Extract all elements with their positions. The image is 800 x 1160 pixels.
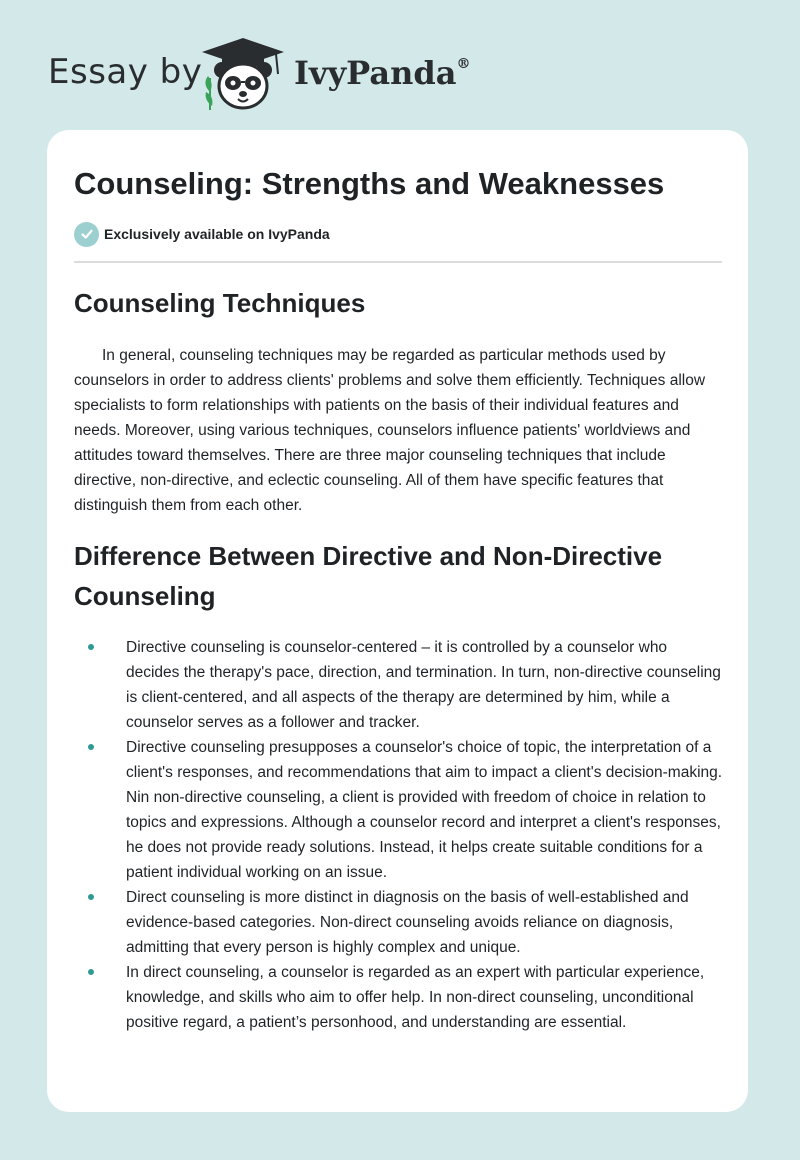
list-item: [74, 885, 724, 960]
list-item-text: Directive counseling is counselor-centered – it is controlled by a counselor who decides the therapy's pace, direction, and termination. In turn, non-directive counseling is client-centered, and all aspects of the therapy are determined by him, while a counselor serves as a follower and tracker.: [126, 639, 721, 731]
panda-graduate-icon[interactable]: [198, 34, 288, 114]
divider: [74, 261, 722, 263]
bullet-icon: [88, 969, 94, 975]
badge-text: Exclusively available on IvyPanda: [104, 226, 330, 242]
list-item: [74, 635, 724, 735]
list-item-text: Directive counseling presupposes a counselor's choice of topic, the interpretation of a client's responses, and recommendations that aim to impact a client's decision-making. Nin non-directive counseling, a client is provided with freedom of choice in relation to topics and expressions. Although a counselor record and interpret a client's responses, he does not provide ready solutions. Instead, it helps create suitable conditions for a patient individual working on an issue.: [126, 739, 723, 881]
page-title: Counseling: Strengths and Weaknesses: [74, 166, 665, 201]
list-item: [74, 960, 724, 1035]
list-item-text: Direct counseling is more distinct in diagnosis on the basis of well-established and evidence-based categories. Non-direct counseling avoids reliance on diagnosis, admitting that every person is highly complex and unique.: [126, 889, 689, 956]
essay-by-label: Essay by: [48, 52, 203, 92]
section-heading: Counseling Techniques: [74, 288, 366, 318]
article-card: [47, 130, 748, 1112]
exclusive-badge: [74, 221, 330, 247]
brand-name[interactable]: IvyPanda®: [294, 54, 471, 92]
site-header: [48, 30, 471, 110]
bullet-icon: [88, 644, 94, 650]
list-item-text: In direct counseling, a counselor is regarded as an expert with particular experience, knowledge, and skills who aim to offer help. In non-direct counseling, unconditional positive regard, a patient’s personhood, and understanding are essential.: [126, 964, 705, 1031]
bullet-icon: [88, 744, 94, 750]
bullet-list: [74, 635, 724, 1035]
section-heading: Difference Between Directive and Non-Directive Counseling: [74, 541, 663, 611]
section-paragraph: In general, counseling techniques may be regarded as particular methods used by counselors in order to address clients' problems and solve them efficiently. Techniques allow specialists to form relationships with patients on the basis of their individual features and needs. Moreover, using various techniques, counselors influence patients' worldviews and attitudes toward themselves. There are three major counseling techniques that include directive, non-directive, and eclectic counseling. All of them have specific features that distinguish them from each other.: [74, 347, 706, 514]
list-item: [74, 735, 724, 885]
bullet-icon: [88, 894, 94, 900]
check-icon: [74, 222, 99, 247]
